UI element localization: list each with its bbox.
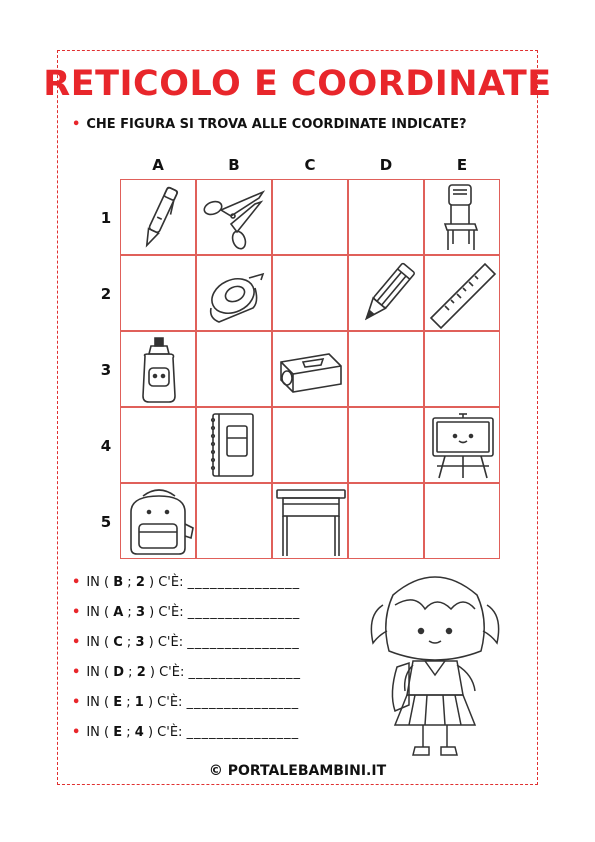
cell-b2 xyxy=(196,255,272,331)
answer-blank[interactable]: _______________ xyxy=(187,575,301,590)
bullet-icon: • xyxy=(72,725,81,740)
bullet-icon: • xyxy=(72,117,81,132)
row-header-4: 4 xyxy=(100,437,112,455)
row-header-1: 1 xyxy=(100,209,112,227)
question-prefix: IN ( xyxy=(86,575,110,590)
column-header-a: A xyxy=(152,156,164,174)
instruction xyxy=(72,117,467,132)
coordinate-grid xyxy=(120,179,502,559)
scissors-icon xyxy=(197,180,273,256)
answer-blank[interactable]: _______________ xyxy=(186,725,300,740)
question-suffix: ) C'È: xyxy=(149,575,184,590)
question-sep: ; xyxy=(127,575,132,590)
cell-a1 xyxy=(120,179,196,255)
cell-d2 xyxy=(348,255,424,331)
cell-c5 xyxy=(272,483,348,559)
cell-c4 xyxy=(272,407,348,483)
cell-d1 xyxy=(348,179,424,255)
cell-b4 xyxy=(196,407,272,483)
question-col: E xyxy=(113,725,123,740)
cell-e1 xyxy=(424,179,500,255)
question-sep: ; xyxy=(128,665,133,680)
question-col: E xyxy=(113,695,123,710)
question-row: 1 xyxy=(134,695,144,710)
cell-d3 xyxy=(348,331,424,407)
question-sep: ; xyxy=(126,635,132,650)
cell-d5 xyxy=(348,483,424,559)
tape-icon xyxy=(197,256,273,332)
cell-a4 xyxy=(120,407,196,483)
instruction-text: CHE FIGURA SI TROVA ALLE COORDINATE INDICATE? xyxy=(86,117,467,132)
question-prefix: IN ( xyxy=(86,725,110,740)
question-row: 4 xyxy=(134,725,144,740)
cell-c3 xyxy=(272,331,348,407)
question-suffix: ) C'È: xyxy=(149,665,185,680)
answer-blank[interactable]: _______________ xyxy=(186,695,300,710)
row-header-3: 3 xyxy=(100,361,112,379)
question-1 xyxy=(72,575,300,590)
question-prefix: IN ( xyxy=(86,605,110,620)
column-header-b: B xyxy=(228,156,240,174)
cell-b3 xyxy=(196,331,272,407)
bullet-icon: • xyxy=(72,605,81,620)
glue-icon xyxy=(121,332,197,408)
ruler-icon xyxy=(425,256,501,332)
notebook-icon xyxy=(197,408,273,484)
cell-e3 xyxy=(424,331,500,407)
question-6 xyxy=(72,725,299,740)
question-2 xyxy=(72,605,300,620)
bullet-icon: • xyxy=(72,575,81,590)
bullet-icon: • xyxy=(72,695,81,710)
desk-icon xyxy=(273,484,349,560)
column-header-d: D xyxy=(379,156,393,174)
question-sep: ; xyxy=(127,605,132,620)
question-suffix: ) C'È: xyxy=(148,635,184,650)
sharpener-icon xyxy=(273,332,349,408)
question-suffix: ) C'È: xyxy=(147,695,183,710)
column-header-e: E xyxy=(456,156,468,174)
question-sep: ; xyxy=(126,725,131,740)
question-col: C xyxy=(113,635,123,650)
row-header-5: 5 xyxy=(100,513,112,531)
cell-b1 xyxy=(196,179,272,255)
answer-blank[interactable]: _______________ xyxy=(187,635,300,650)
answer-blank[interactable]: _______________ xyxy=(187,605,301,620)
backpack-icon xyxy=(121,484,197,560)
column-header-c: C xyxy=(304,156,316,174)
cell-c1 xyxy=(272,179,348,255)
footer-copyright: © PORTALEBAMBINI.IT xyxy=(208,763,387,779)
question-prefix: IN ( xyxy=(86,635,110,650)
cell-e4 xyxy=(424,407,500,483)
question-3 xyxy=(72,635,300,650)
cell-a2 xyxy=(120,255,196,331)
answer-blank[interactable]: _______________ xyxy=(188,665,301,680)
question-suffix: ) C'È: xyxy=(149,605,184,620)
question-prefix: IN ( xyxy=(86,695,110,710)
question-row: 2 xyxy=(135,575,145,590)
question-suffix: ) C'È: xyxy=(147,725,183,740)
cell-a3 xyxy=(120,331,196,407)
question-col: A xyxy=(113,605,124,620)
blackboard-icon xyxy=(425,408,501,484)
cell-a5 xyxy=(120,483,196,559)
cell-c2 xyxy=(272,255,348,331)
question-col: D xyxy=(113,665,125,680)
bullet-icon: • xyxy=(72,635,81,650)
chair-icon xyxy=(425,180,501,256)
cell-b5 xyxy=(196,483,272,559)
question-prefix: IN ( xyxy=(86,665,110,680)
cell-d4 xyxy=(348,407,424,483)
row-header-2: 2 xyxy=(100,285,112,303)
question-5 xyxy=(72,695,299,710)
question-4 xyxy=(72,665,301,680)
question-row: 3 xyxy=(135,635,145,650)
pencil-icon xyxy=(349,256,425,332)
question-row: 2 xyxy=(136,665,146,680)
page-title: RETICOLO E COORDINATE xyxy=(43,64,552,104)
cell-e2 xyxy=(424,255,500,331)
bullet-icon: • xyxy=(72,665,81,680)
pen-icon xyxy=(121,180,197,256)
cell-e5 xyxy=(424,483,500,559)
question-sep: ; xyxy=(126,695,131,710)
schoolgirl-illustration xyxy=(365,565,505,765)
question-col: B xyxy=(113,575,124,590)
question-row: 3 xyxy=(135,605,145,620)
